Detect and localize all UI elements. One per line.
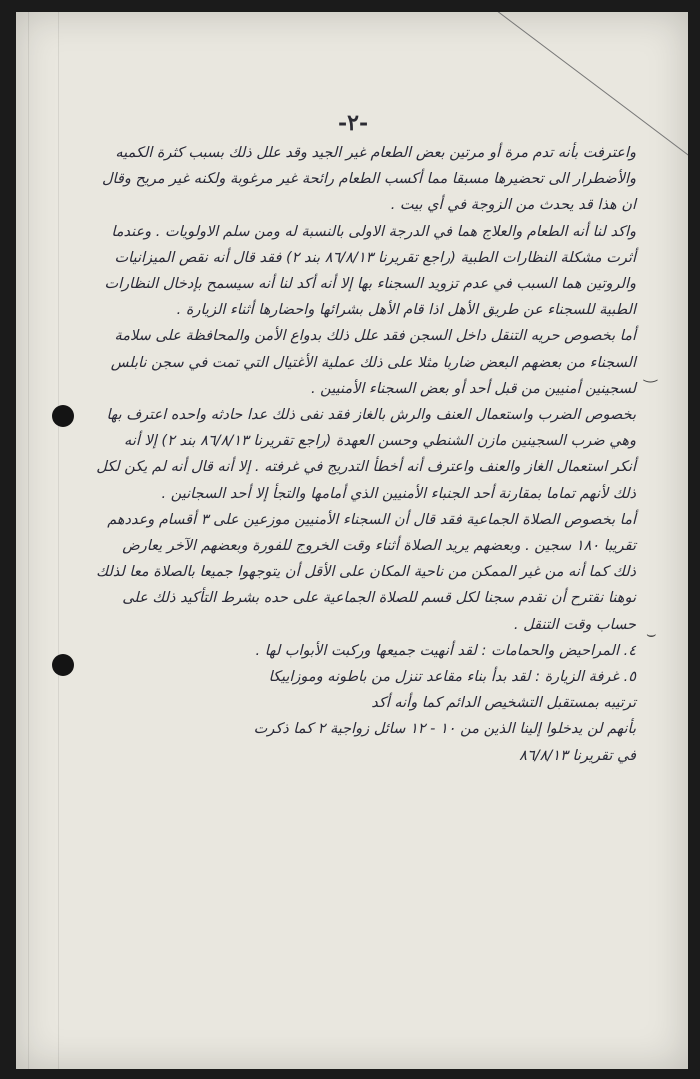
scan-edge-line: [28, 12, 29, 1069]
punch-hole: [52, 405, 74, 427]
page-number: -٢-: [338, 110, 369, 136]
list-item: ٤. المراحيض والحمامات : لقد أنهيت جميعها وركبت الأبواب لها .: [255, 642, 636, 659]
margin-mark: ⌣: [646, 624, 657, 643]
paragraph: أما بخصوص الصلاة الجماعية فقد قال أن السجناء الأمنيين موزعين على ٣ أقسام وعددهم تقريبا ١٨٠ سجين . وبعضهم يريد الصلاة أثناء وقت الخروج للفورة وبعضهم الآخر يعارض ذلك كما أنه من غير الممكن من ناحية المكان على الأقل أن يتوجهوا جميعا بالصلاة معا لذلك نوهنا نقترح أن نقدم سجنا لكل قسم للصلاة الجماعية على حده بشرط التأكيد ذلك على حساب وقت التنقل .: [96, 511, 636, 633]
paragraph: بخصوص الضرب واستعمال العنف والرش بالغاز فقد نفى ذلك عدا حادثه واحده اعترف بها وهي ضرب السجينين مازن الشنطي وحسن العهدة (راجع تقريرنا ٨٦/٨/١٣ بند ٢) إلا أنه أنكر استعمال الغاز والعنف واعترف أنه أخطأ التدريج في غرفته . إلا أنه قال أنه لم يكن لكل ذلك لأنهم تماما بمقارنة أحد الجنباء الأمنيين الذي أمامها والتجأ إلا أحد السجانين .: [96, 407, 636, 502]
margin-mark: ‿: [644, 364, 657, 383]
list-item: ٥. غرفة الزيارة : لقد بدأ بناء مقاعد تنزل من باطونه وموزاييكا: [268, 669, 636, 686]
paragraph: واعترفت بأنه تدم مرة أو مرتين بعض الطعام غير الجيد وقد علل ذلك بسبب كثرة الكميه والأضطرار الى تحضيرها مسبقا مما أكسب الطعام رائحة غير مرغوبة ولكنه غير مريح وقال ان هذا قد يحدث من الزوجة في أي بيت .: [101, 145, 636, 214]
list-item: في تقريرنا ٨٦/٨/١٣: [519, 747, 636, 764]
margin-line: [58, 12, 59, 1069]
list-item: ترتيبه بمستقبل التشخيص الدائم كما وأنه أكد: [371, 695, 636, 712]
document-page: [16, 12, 688, 1069]
paragraph: أما بخصوص حريه التنقل داخل السجن فقد علل ذلك بدواع الأمن والمحافظة على سلامة السجناء من بعضهم البعض ضاربا مثلا على ذلك عملية الأغتيال التي تمت في سجن نابلس لسجينين أمنيين من قبل أحد أو بعض السجناء الأمنيين .: [110, 328, 636, 397]
punch-hole: [52, 654, 74, 676]
paragraph: واكد لنا أنه الطعام والعلاج هما في الدرجة الاولى بالنسبة له ومن سلم الاولويات . وعندما أثرت مشكلة النظارات الطبية (راجع تقريرنا ٨٦/٨/١٣ بند ٢) فقد قال أنه نقص الميزانيات والروتين هما السبب في عدم تزويد السجناء بها إلا أنه أكد لنا أنه سيسمح بإدخال النظارات الطبية للسجناء عن طريق الأهل اذا قام الأهل بشرائها واحضارها أثناء الزيارة .: [104, 223, 636, 319]
handwritten-text: [96, 140, 636, 769]
list-item: بأنهم لن يدخلوا إلينا الذين من ١٠ - ١٢ سائل زواجية ٢ كما ذكرت: [253, 721, 636, 738]
